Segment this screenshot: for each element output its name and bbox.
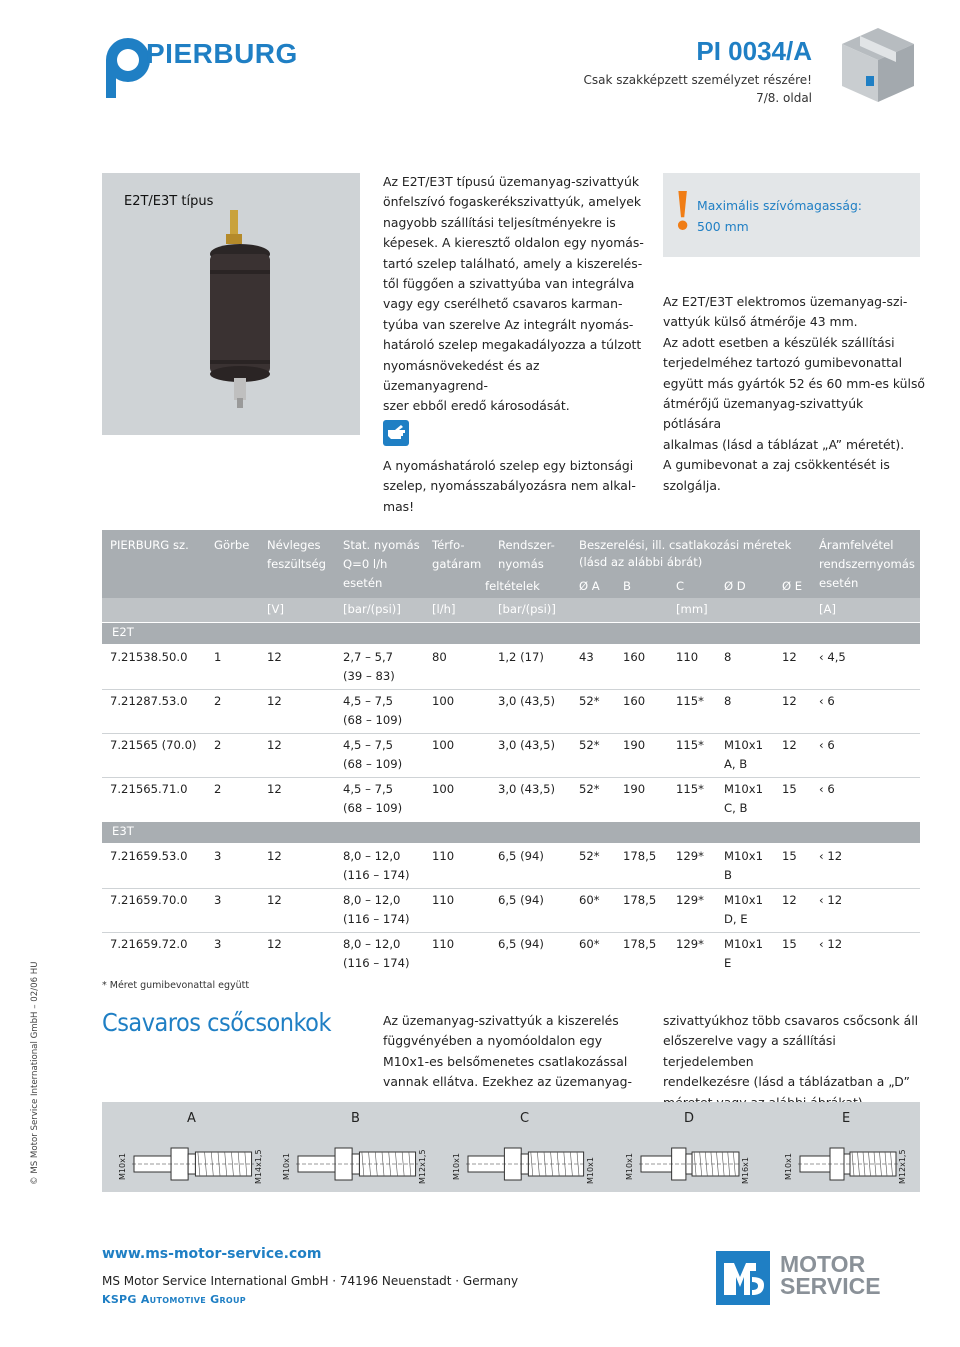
table-cell-e: 15 <box>782 937 797 951</box>
table-cell-e: 12 <box>782 893 797 907</box>
brand-name: PIERBURG <box>146 38 298 69</box>
fitting-label: B <box>351 1111 360 1126</box>
logo-line: SERVICE <box>780 1273 881 1299</box>
table-cell-v: 12 <box>267 694 282 708</box>
fitting-right-thread: M12x1,5 <box>898 1149 907 1184</box>
fittings-line: Az üzemanyag-szivattyúk a kiszerelés <box>383 1013 619 1028</box>
col-install: Beszerelési, ill. csatlakozási méretek <box>579 538 792 552</box>
diameter-line: vattyúk külső átmérője 43 mm. <box>663 314 858 330</box>
table-cell-no: 7.21538.50.0 <box>110 650 188 664</box>
fittings-line: M10x1-es belsőmenetes csatlakozással <box>383 1053 628 1069</box>
fittings-text-1 <box>383 1011 645 1093</box>
fittings-line: előszerelve vagy a szállítási terjedelemben <box>663 1033 836 1069</box>
warning-value: 500 mm <box>697 219 749 234</box>
col-system: nyomás <box>498 557 544 571</box>
table-cell-d2: E <box>724 956 732 970</box>
fitting-left-thread: M10x1 <box>452 1153 461 1180</box>
intro-line: önfelszívó fogaskerékszivattyúk, amelyek <box>383 194 642 210</box>
fitting-left-thread: M10x1 <box>784 1153 793 1180</box>
table-cell-flow: 80 <box>432 650 447 664</box>
table-cell-c: 115* <box>676 694 704 708</box>
unit-voltage: [V] <box>267 602 284 616</box>
table-footnote: * Méret gumibevonattal együtt <box>102 980 250 991</box>
col-flow: gatáram <box>432 557 482 571</box>
table-cell-curve: 2 <box>214 782 222 796</box>
fitting-right-thread: M14x1,5 <box>254 1149 263 1184</box>
table-cell-a: 52* <box>579 782 600 796</box>
table-cell-p2: (68 – 109) <box>343 801 403 815</box>
fitting-drawing-icon <box>132 1140 254 1188</box>
fitting-right-thread: M16x1 <box>741 1157 750 1184</box>
warning-box <box>663 173 920 257</box>
document-id: PI 0034/A <box>696 36 812 66</box>
table-group-row <box>102 623 920 644</box>
table-cell-sys: 1,2 (17) <box>498 650 544 664</box>
table-cell-amp: ‹ 4,5 <box>819 650 846 664</box>
unit-system: [bar/(psi)] <box>498 602 556 616</box>
table-cell-amp: ‹ 12 <box>819 893 843 907</box>
table-cell-v: 12 <box>267 782 282 796</box>
section-title: Csavaros csőcsonkok <box>102 1008 331 1037</box>
ms-logo-icon <box>716 1251 770 1305</box>
intro-line: határoló szelep megakadályozza a túlzott <box>383 337 642 353</box>
fitting-left-thread: M10x1 <box>282 1153 291 1180</box>
table-row-divider <box>102 689 920 690</box>
col-system: Rendszer- <box>498 538 555 552</box>
col-dim-d: Ø D <box>724 579 746 593</box>
table-cell-flow: 100 <box>432 782 455 796</box>
table-cell-c: 129* <box>676 893 704 907</box>
table-cell-b: 178,5 <box>623 937 657 951</box>
fittings-line: vannak ellátva. Ezekhez az üzemanyag- <box>383 1074 632 1090</box>
unit-current: [A] <box>819 602 836 616</box>
fitting-label: D <box>684 1111 695 1126</box>
table-cell-sys: 6,5 (94) <box>498 893 544 907</box>
table-cell-flow: 110 <box>432 893 455 907</box>
fitting-label: A <box>187 1111 196 1126</box>
table-cell-b: 178,5 <box>623 849 657 863</box>
warning-icon: ! <box>673 177 693 242</box>
table-cell-c: 115* <box>676 738 704 752</box>
table-cell-c: 115* <box>676 782 704 796</box>
intro-line: szer ebből eredő károsodását. <box>383 398 570 414</box>
fittings-line: szivattyúkhoz több csavaros csőcsonk áll <box>663 1013 919 1028</box>
table-cell-p1: 2,7 – 5,7 <box>343 650 394 664</box>
copyright-side-text: © MS Motor Service International GmbH – 02/06 HU <box>30 961 40 1185</box>
safety-note <box>383 456 645 517</box>
table-cell-no: 7.21659.53.0 <box>110 849 188 863</box>
diameter-line: Az adott esetben a készülék szállítási <box>663 334 895 350</box>
diameter-text <box>663 292 925 496</box>
table-cell-curve: 3 <box>214 937 222 951</box>
intro-line: tartó szelep található, amely a kiszerelés- <box>383 255 643 271</box>
table-cell-p2: (68 – 109) <box>343 713 403 727</box>
table-cell-p1: 8,0 – 12,0 <box>343 893 401 907</box>
table-cell-amp: ‹ 6 <box>819 694 835 708</box>
table-cell-p1: 4,5 – 7,5 <box>343 782 394 796</box>
intro-text <box>383 172 645 417</box>
warning-title: Maximális szívómagasság: <box>697 198 862 213</box>
table-row-divider <box>102 932 920 933</box>
table-cell-d2: C, B <box>724 801 748 815</box>
table-cell-d1: M10x1 <box>724 937 763 951</box>
unit-dims: [mm] <box>676 602 708 616</box>
table-cell-curve: 3 <box>214 849 222 863</box>
table-cell-amp: ‹ 6 <box>819 782 835 796</box>
table-cell-curve: 1 <box>214 650 222 664</box>
col-current: rendszernyomás <box>819 557 915 571</box>
table-cell-a: 52* <box>579 738 600 752</box>
package-box-icon <box>838 24 918 104</box>
table-cell-e: 12 <box>782 694 797 708</box>
unit-flow: [l/h] <box>432 602 456 616</box>
table-cell-flow: 110 <box>432 937 455 951</box>
table-cell-no: 7.21659.70.0 <box>110 893 188 907</box>
col-curve: Görbe <box>214 538 250 552</box>
table-cell-curve: 2 <box>214 694 222 708</box>
table-cell-b: 178,5 <box>623 893 657 907</box>
table-cell-amp: ‹ 6 <box>819 738 835 752</box>
type-label: E2T/E3T típus <box>124 194 214 209</box>
table-cell-no: 7.21659.72.0 <box>110 937 188 951</box>
diameter-line: A gumibevonat a zaj csökkentését is <box>663 457 890 473</box>
pointing-hand-icon <box>383 420 409 446</box>
table-cell-sys: 3,0 (43,5) <box>498 738 555 752</box>
table-cell-d1: M10x1 <box>724 849 763 863</box>
diameter-line: Az E2T/E3T elektromos üzemanyag-szi- <box>663 294 908 309</box>
table-cell-sys: 3,0 (43,5) <box>498 782 555 796</box>
fitting-drawing-icon <box>798 1140 898 1188</box>
table-cell-no: 7.21565.71.0 <box>110 782 188 796</box>
diameter-line: együtt más gyártók 52 és 60 mm-es külső <box>663 375 926 391</box>
table-cell-e: 15 <box>782 849 797 863</box>
note-line: mas! <box>383 498 415 514</box>
col-dim-a: Ø A <box>579 579 600 593</box>
unit-stat: [bar/(psi)] <box>343 602 401 616</box>
diameter-line: terjedelméhez tartozó gumibevonattal <box>663 355 903 371</box>
table-cell-a: 60* <box>579 893 600 907</box>
table-cell-p2: (116 – 174) <box>343 956 410 970</box>
table-cell-d1: 8 <box>724 650 732 664</box>
table-cell-e: 15 <box>782 782 797 796</box>
fitting-drawing-icon <box>466 1140 586 1188</box>
note-line: szelep, nyomásszabályozásra nem alkal- <box>383 478 636 494</box>
col-voltage: Névleges <box>267 538 321 552</box>
fitting-drawing-icon <box>639 1140 741 1188</box>
company-address: MS Motor Service International GmbH · 74196 Neuenstadt · Germany <box>102 1274 519 1288</box>
table-cell-curve: 2 <box>214 738 222 752</box>
fitting-right-thread: M10x1 <box>586 1157 595 1184</box>
fitting-left-thread: M10x1 <box>118 1153 127 1180</box>
logo-line: MOTOR <box>780 1251 866 1277</box>
table-cell-sys: 6,5 (94) <box>498 849 544 863</box>
table-cell-v: 12 <box>267 738 282 752</box>
group-label: E3T <box>112 824 134 838</box>
table-cell-amp: ‹ 12 <box>819 849 843 863</box>
table-cell-d1: M10x1 <box>724 782 763 796</box>
fitting-label: E <box>842 1111 851 1126</box>
table-cell-d2: A, B <box>724 757 748 771</box>
table-cell-v: 12 <box>267 650 282 664</box>
table-cell-p2: (116 – 174) <box>343 912 410 926</box>
intro-line: nagyobb szállítási teljesítményekre is <box>383 214 616 230</box>
table-cell-v: 12 <box>267 849 282 863</box>
fuel-pump-image <box>200 210 280 410</box>
col-dim-b: B <box>623 579 631 593</box>
table-cell-no: 7.21287.53.0 <box>110 694 188 708</box>
intro-line: tyúba van szerelve Az integrált nyomás- <box>383 316 634 332</box>
fittings-line: függvényében a nyomóoldalon egy <box>383 1033 603 1049</box>
fitting-right-thread: M12x1,5 <box>418 1149 427 1184</box>
col-dim-c: C <box>676 579 685 593</box>
table-cell-flow: 100 <box>432 738 455 752</box>
col-current: Áramfelvétel <box>819 538 894 552</box>
diameter-line: szolgálja. <box>663 477 721 493</box>
table-cell-p2: (116 – 174) <box>343 868 410 882</box>
intro-line: képesek. A kieresztő oldalon egy nyomás- <box>383 235 644 251</box>
col-pierburg-no: PIERBURG sz. <box>110 538 189 552</box>
table-cell-d2: D, E <box>724 912 748 926</box>
col-voltage: feszültség <box>267 557 326 571</box>
table-cell-v: 12 <box>267 893 282 907</box>
table-cell-p2: (39 – 83) <box>343 669 395 683</box>
table-cell-d2: B <box>724 868 732 882</box>
table-cell-no: 7.21565 (70.0) <box>110 738 197 752</box>
table-cell-a: 43 <box>579 650 594 664</box>
table-cell-flow: 110 <box>432 849 455 863</box>
table-cell-b: 190 <box>623 782 646 796</box>
table-cell-b: 160 <box>623 650 646 664</box>
table-cell-c: 110 <box>676 650 699 664</box>
col-dim-e: Ø E <box>782 579 803 593</box>
table-cell-d1: 8 <box>724 694 732 708</box>
table-cell-a: 52* <box>579 849 600 863</box>
table-row-divider <box>102 777 920 778</box>
col-install: (lásd az alábbi ábrát) <box>579 555 703 569</box>
table-cell-p1: 4,5 – 7,5 <box>343 694 394 708</box>
table-cell-sys: 3,0 (43,5) <box>498 694 555 708</box>
table-cell-e: 12 <box>782 650 797 664</box>
table-cell-sys: 6,5 (94) <box>498 937 544 951</box>
table-row-divider <box>102 733 920 734</box>
col-current: esetén <box>819 576 859 590</box>
table-cell-v: 12 <box>267 937 282 951</box>
table-cell-p1: 8,0 – 12,0 <box>343 937 401 951</box>
table-cell-b: 160 <box>623 694 646 708</box>
table-cell-p1: 8,0 – 12,0 <box>343 849 401 863</box>
table-cell-curve: 3 <box>214 893 222 907</box>
table-cell-e: 12 <box>782 738 797 752</box>
table-cell-amp: ‹ 12 <box>819 937 843 951</box>
fitting-label: C <box>520 1111 530 1126</box>
col-stat-pressure: Q=0 l/h <box>343 557 388 571</box>
intro-line: Az E2T/E3T típusú üzemanyag-szivattyúk <box>383 174 640 189</box>
fitting-drawing-icon <box>296 1140 418 1188</box>
diameter-line: alkalmas (lásd a táblázat „A” méretét). <box>663 436 905 452</box>
note-line: A nyomáshatároló szelep egy biztonsági <box>383 458 634 473</box>
col-system: feltételek <box>485 579 540 593</box>
fitting-left-thread: M10x1 <box>625 1153 634 1180</box>
fittings-text-2 <box>663 1011 925 1113</box>
table-cell-d1: M10x1 <box>724 893 763 907</box>
table-cell-p2: (68 – 109) <box>343 757 403 771</box>
diameter-line: átmérőjű üzemanyag-szivattyúk pótlására <box>663 396 864 432</box>
motor-service-wordmark <box>780 1253 881 1297</box>
table-cell-a: 52* <box>579 694 600 708</box>
col-flow: Térfo- <box>432 538 465 552</box>
table-cell-p1: 4,5 – 7,5 <box>343 738 394 752</box>
group-name: KSPG Automotive Group <box>102 1293 246 1306</box>
table-cell-c: 129* <box>676 849 704 863</box>
table-row-divider <box>102 888 920 889</box>
col-stat-pressure: esetén <box>343 576 383 590</box>
table-cell-d1: M10x1 <box>724 738 763 752</box>
table-cell-a: 60* <box>579 937 600 951</box>
table-group-row <box>102 822 920 843</box>
page-number: 7/8. oldal <box>756 91 812 105</box>
table-cell-c: 129* <box>676 937 704 951</box>
intro-line: vagy egy cserélhető csavaros karman- <box>383 296 623 312</box>
header-notice: Csak szakképzett személyzet részére! <box>583 73 812 87</box>
website-link[interactable]: www.ms-motor-service.com <box>102 1246 322 1262</box>
intro-line: nyomásnövekedést és az üzemanyagrend- <box>383 357 540 394</box>
col-stat-pressure: Stat. nyomás <box>343 538 420 552</box>
table-cell-flow: 100 <box>432 694 455 708</box>
table-cell-b: 190 <box>623 738 646 752</box>
fittings-line: rendelkezésre (lásd a táblázatban a „D” <box>663 1074 910 1090</box>
group-label: E2T <box>112 625 134 639</box>
intro-line: től függően a szivattyúba van integrálva <box>383 276 635 292</box>
